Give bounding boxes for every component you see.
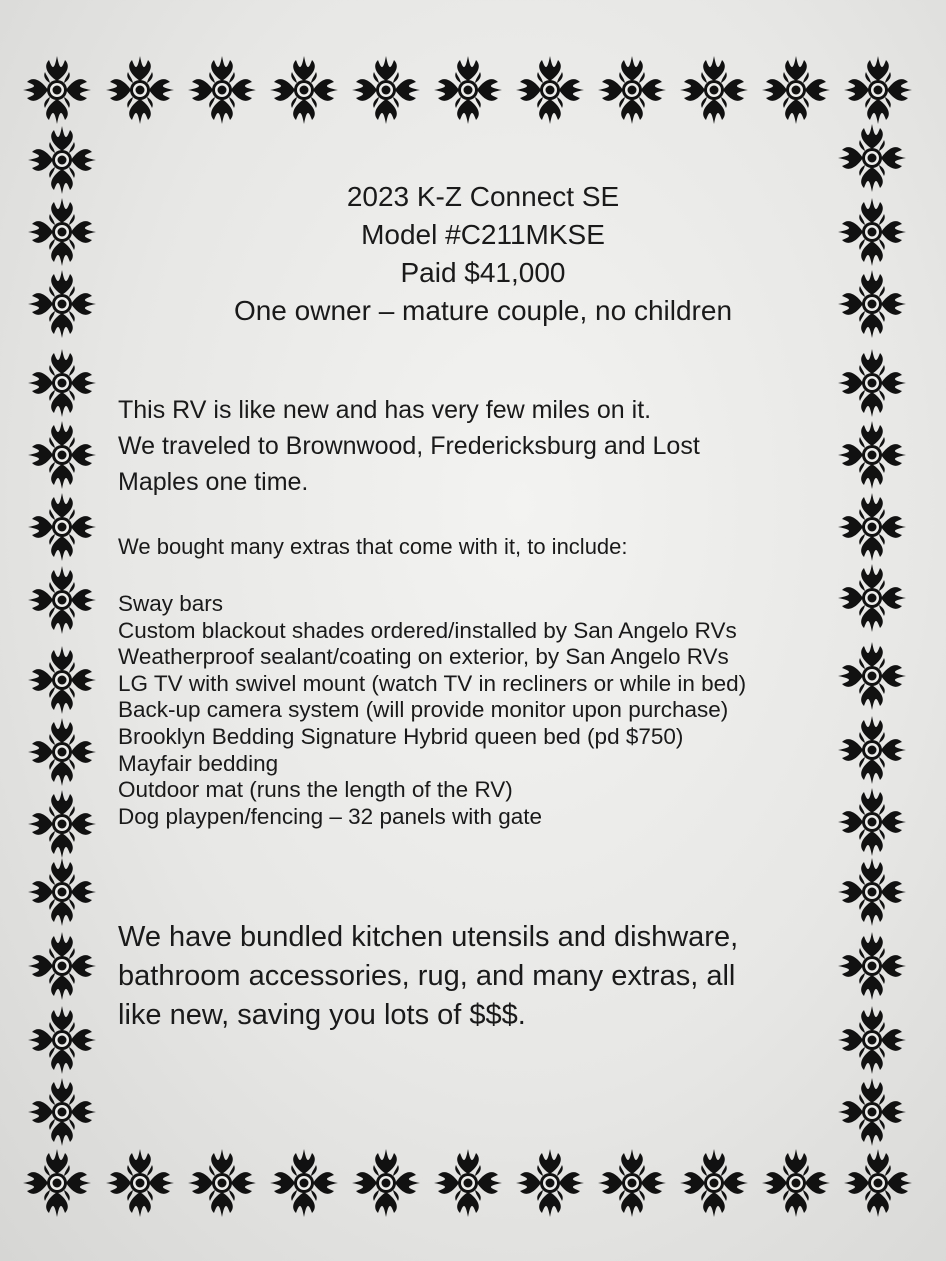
model-number: Model #C211MKSE — [361, 219, 605, 250]
damask-flourish-icon — [28, 1078, 96, 1146]
damask-flourish-icon — [838, 493, 906, 561]
damask-flourish-icon — [838, 1078, 906, 1146]
damask-flourish-icon — [762, 1149, 830, 1217]
damask-flourish-icon — [680, 1149, 748, 1217]
damask-flourish-icon — [838, 349, 906, 417]
damask-flourish-icon — [516, 1149, 584, 1217]
damask-flourish-icon — [516, 56, 584, 124]
list-item: Weatherproof sealant/coating on exterior, by San Angelo RVs — [118, 644, 729, 670]
damask-flourish-icon — [28, 718, 96, 786]
damask-flourish-icon — [270, 1149, 338, 1217]
list-item: Sway bars — [118, 591, 224, 616]
damask-flourish-icon — [838, 716, 906, 784]
list-item: Back-up camera system (will provide monitor upon purchase) — [118, 697, 729, 723]
damask-flourish-icon — [188, 1149, 256, 1217]
damask-flourish-icon — [838, 642, 906, 710]
damask-flourish-icon — [28, 493, 96, 561]
damask-flourish-icon — [838, 788, 906, 856]
damask-flourish-icon — [838, 1006, 906, 1074]
damask-flourish-icon — [434, 1149, 502, 1217]
intro-line: We traveled to Brownwood, Fredericksburg and Lost — [118, 432, 700, 460]
damask-flourish-icon — [838, 932, 906, 1000]
damask-flourish-icon — [680, 56, 748, 124]
intro-line: This RV is like new and has very few miles on it. — [118, 396, 652, 424]
closing-line: We have bundled kitchen utensils and dishware, — [118, 921, 739, 953]
extras-lead: We bought many extras that come with it, to include: — [118, 534, 628, 559]
damask-flourish-icon — [844, 1149, 912, 1217]
damask-flourish-icon — [28, 1006, 96, 1074]
damask-flourish-icon — [838, 421, 906, 489]
closing-paragraph — [118, 918, 738, 1035]
list-item: Brooklyn Bedding Signature Hybrid queen bed (pd $750) — [118, 723, 684, 749]
damask-flourish-icon — [598, 1149, 666, 1217]
intro-line: Maples one time. — [118, 468, 309, 496]
damask-flourish-icon — [28, 349, 96, 417]
closing-line: like new, saving you lots of $$$. — [118, 999, 526, 1031]
damask-flourish-icon — [28, 932, 96, 1000]
damask-flourish-icon — [106, 56, 174, 124]
damask-flourish-icon — [844, 56, 912, 124]
damask-flourish-icon — [188, 56, 256, 124]
list-item: Outdoor mat (runs the length of the RV) — [118, 777, 513, 803]
damask-flourish-icon — [270, 56, 338, 124]
damask-flourish-icon — [23, 56, 91, 124]
rv-model-name: 2023 K-Z Connect SE — [346, 181, 620, 212]
damask-flourish-icon — [23, 1149, 91, 1217]
list-item: LG TV with swivel mount (watch TV in recliners or while in bed) — [118, 670, 747, 696]
closing-line: bathroom accessories, rug, and many extras, all — [118, 960, 736, 992]
damask-flourish-icon — [28, 646, 96, 714]
list-item: Custom blackout shades ordered/installed by San Angelo RVs — [118, 617, 737, 643]
damask-flourish-icon — [762, 56, 830, 124]
damask-flourish-icon — [28, 790, 96, 858]
damask-flourish-icon — [598, 56, 666, 124]
damask-flourish-icon — [28, 858, 96, 926]
damask-flourish-icon — [838, 858, 906, 926]
damask-flourish-icon — [28, 421, 96, 489]
list-item: Mayfair bedding — [118, 750, 279, 776]
damask-flourish-icon — [106, 1149, 174, 1217]
damask-flourish-icon — [434, 56, 502, 124]
list-item: Dog playpen/fencing – 32 panels with gate — [118, 803, 543, 829]
damask-flourish-icon — [838, 564, 906, 632]
damask-flourish-icon — [352, 56, 420, 124]
price-paid: Paid $41,000 — [400, 257, 566, 288]
damask-flourish-icon — [352, 1149, 420, 1217]
damask-flourish-icon — [28, 566, 96, 634]
extras-list — [118, 591, 746, 830]
intro-paragraph — [118, 392, 700, 500]
owner-info: One owner – mature couple, no children — [233, 295, 733, 326]
